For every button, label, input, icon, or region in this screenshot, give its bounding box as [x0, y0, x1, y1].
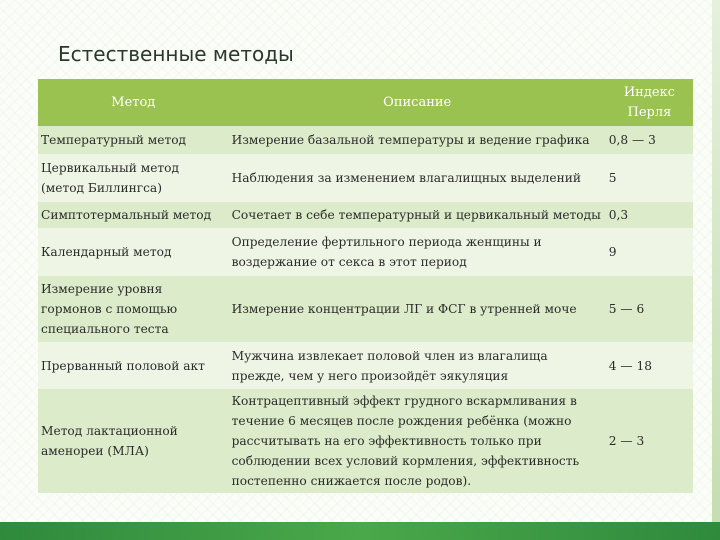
table-row	[38, 389, 693, 493]
cell-description: Определение фертильного периода женщины и воздержание от секса в этот период	[229, 228, 606, 276]
cell-method: Цервикальный метод (метод Биллингса)	[38, 154, 229, 202]
cell-description: Контрацептивный эффект грудного вскармливания в течение 6 месяцев после рождения ребёнка (можно рассчитывать на его эффективность только при соблюдении всех условий кормления, эффективность постепенно снижается после родов).	[229, 389, 606, 493]
table-row	[38, 342, 693, 389]
right-decor-band	[712, 0, 720, 540]
table-row	[38, 154, 693, 202]
cell-method: Температурный метод	[38, 126, 229, 154]
header-method: Метод	[38, 79, 229, 126]
cell-index: 4 — 18	[606, 342, 693, 389]
cell-index: 2 — 3	[606, 389, 693, 493]
cell-method: Метод лактационной аменореи (МЛА)	[38, 389, 229, 493]
cell-index: 0,3	[606, 202, 693, 228]
table-row	[38, 228, 693, 276]
slide-title: Естественные методы	[58, 42, 294, 66]
cell-method: Симптотермальный метод	[38, 202, 229, 228]
table-row	[38, 202, 693, 228]
header-pearl-index-text: Индекс Перля	[623, 84, 675, 120]
cell-index: 0,8 — 3	[606, 126, 693, 154]
cell-method: Прерванный половой акт	[38, 342, 229, 389]
cell-index: 9	[606, 228, 693, 276]
cell-method: Измерение уровня гормонов с помощью специального теста	[38, 276, 229, 342]
cell-index: 5	[606, 154, 693, 202]
cell-description: Измерение базальной температуры и ведение графика	[229, 126, 606, 154]
cell-description: Измерение концентрации ЛГ и ФСГ в утренней моче	[229, 276, 606, 342]
table-row	[38, 276, 693, 342]
methods-table	[38, 79, 693, 493]
cell-method: Календарный метод	[38, 228, 229, 276]
bottom-decor-band	[0, 522, 720, 540]
table-header-row	[38, 79, 693, 126]
cell-description: Мужчина извлекает половой член из влагалища прежде, чем у него произойдёт эякуляция	[229, 342, 606, 389]
cell-description: Наблюдения за изменением влагалищных выделений	[229, 154, 606, 202]
header-pearl-index	[606, 79, 693, 126]
header-description: Описание	[229, 79, 606, 126]
cell-index: 5 — 6	[606, 276, 693, 342]
cell-description: Сочетает в себе температурный и цервикальный методы	[229, 202, 606, 228]
table-row	[38, 126, 693, 154]
